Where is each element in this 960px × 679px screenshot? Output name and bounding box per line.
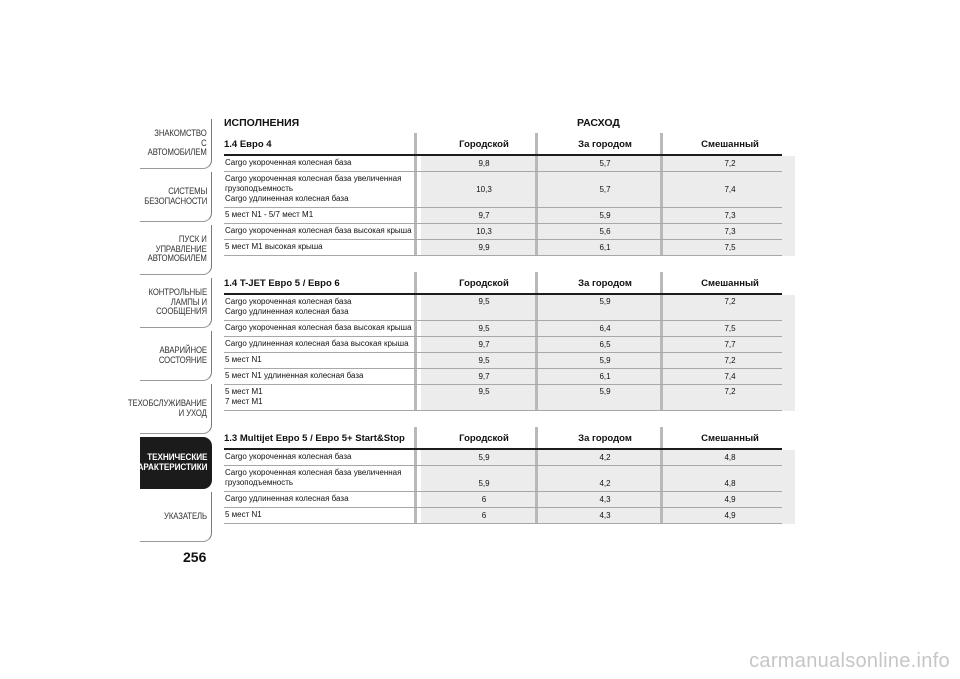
watermark: carmanualsonline.info [749,650,950,672]
chapter-tab-6[interactable] [128,384,212,434]
consumption-value: 9,8 [478,159,490,168]
column-header: За городом [578,139,632,150]
consumption-value: 7,2 [724,356,736,365]
column-header: Городской [459,278,509,289]
consumption-value: 9,7 [478,340,490,349]
consumption-value: 6,5 [599,340,611,349]
column-header: Городской [459,433,509,444]
table-row [224,385,782,411]
chapter-tab-2[interactable] [140,172,212,222]
chapter-tab-label: КОНТРОЛЬНЫЕ ЛАМПЫ И СООБЩЕНИЯ [148,287,207,317]
consumption-value: 7,5 [724,243,736,252]
version-name: 5 мест N1 [225,355,262,364]
consumption-value: 4,2 [599,479,611,488]
version-name: Cargo укороченная колесная база [225,452,352,461]
consumption-value: 7,5 [724,324,736,333]
column-header: Смешанный [701,433,759,444]
consumption-value: 9,5 [478,356,490,365]
consumption-value: 9,5 [478,387,490,396]
chapter-tab-label: ПУСК И УПРАВЛЕНИЕ АВТОМОБИЛЕМ [147,234,207,264]
chapter-tab-label: ЗНАКОМСТВО С АВТОМОБИЛЕМ [147,128,207,158]
chapter-tab-3[interactable] [140,225,212,275]
table-row [224,208,782,224]
consumption-value: 5,9 [478,453,490,462]
engine-section-3 [224,427,782,524]
consumption-table [224,115,782,540]
engine-section-2 [224,272,782,411]
consumption-value: 4,9 [724,511,736,520]
table-row [224,240,782,256]
table-row [224,172,782,208]
consumption-value: 5,6 [599,227,611,236]
chapter-tab-label: ТЕХНИЧЕСКИЕ ХАРАКТЕРИСТИКИ [131,452,207,473]
version-name: Cargo укороченная колесная база Cargo удлиненная колесная база [225,297,352,316]
version-name: 5 мест M1 высокая крыша [225,242,323,251]
table-row [224,295,782,321]
table-row [224,353,782,369]
version-name: Cargo укороченная колесная база высокая крыша [225,226,412,235]
consumption-value: 6,1 [599,372,611,381]
version-name: Cargo удлиненная колесная база [225,494,349,503]
consumption-value: 6,4 [599,324,611,333]
table-row [224,450,782,466]
consumption-value: 6 [481,495,487,504]
consumption-value: 7,3 [724,211,736,220]
consumption-value: 4,3 [599,511,611,520]
versions-heading: ИСПОЛНЕНИЯ [224,117,300,129]
engine-title: 1.3 Multijet Евро 5 / Евро 5+ Start&Stop [224,433,405,444]
version-name: Cargo укороченная колесная база увеличенная грузоподъемность Cargo удлиненная колесная база [225,174,402,203]
chapter-tab-label: СИСТЕМЫ БЕЗОПАСНОСТИ [143,186,207,206]
version-name: 5 мест M1 7 мест M1 [225,387,263,406]
consumption-value: 5,9 [599,387,611,396]
consumption-value: 7,4 [724,372,736,381]
column-header: За городом [578,433,632,444]
engine-section-1 [224,133,782,256]
consumption-value: 5,9 [599,356,611,365]
table-row [224,508,782,524]
consumption-value: 9,9 [478,243,490,252]
consumption-value: 7,2 [724,387,736,396]
consumption-value: 4,3 [599,495,611,504]
consumption-heading: РАСХОД [577,117,620,129]
column-header: Смешанный [701,278,759,289]
version-name: Cargo укороченная колесная база высокая крыша [225,323,412,332]
consumption-value: 5,9 [478,479,490,488]
version-name: Cargo укороченная колесная база увеличенная грузоподъемность [225,468,402,487]
section-header [224,133,782,156]
table-row [224,224,782,240]
consumption-value: 7,2 [724,159,736,168]
version-name: Cargo укороченная колесная база [225,158,352,167]
chapter-tab-1[interactable] [140,119,212,169]
table-row [224,466,782,492]
consumption-value: 10,3 [476,185,492,194]
column-header: Смешанный [701,139,759,150]
page-number: 256 [183,549,207,565]
table-row [224,492,782,508]
consumption-value: 9,7 [478,372,490,381]
chapter-tabs [128,119,212,545]
version-name: 5 мест N1 - 5/7 мест M1 [225,210,314,219]
consumption-value: 4,9 [724,495,736,504]
consumption-value: 7,7 [724,340,736,349]
consumption-value: 7,3 [724,227,736,236]
consumption-value: 9,5 [478,297,490,306]
chapter-tab-7[interactable] [131,437,212,489]
consumption-value: 5,9 [599,211,611,220]
chapter-tab-4[interactable] [140,278,212,328]
section-header [224,427,782,450]
table-row [224,321,782,337]
consumption-value: 10,3 [476,227,492,236]
column-header: За городом [578,278,632,289]
section-header [224,272,782,295]
consumption-value: 4,8 [724,453,736,462]
version-name: 5 мест N1 [225,510,262,519]
table-row [224,369,782,385]
column-header: Городской [459,139,509,150]
consumption-value: 5,7 [599,185,611,194]
table-row [224,337,782,353]
engine-title: 1.4 T-JET Евро 5 / Евро 6 [224,278,340,289]
consumption-value: 7,4 [724,185,736,194]
chapter-tab-label: ТЕХОБСЛУЖИВАНИЕ И УХОД [128,398,207,418]
consumption-value: 9,7 [478,211,490,220]
sections [224,133,782,524]
consumption-value: 5,7 [599,159,611,168]
consumption-value: 5,9 [599,297,611,306]
consumption-value: 6,1 [599,243,611,252]
chapter-tab-5[interactable] [140,331,212,381]
table-row [224,156,782,172]
consumption-value: 4,8 [724,479,736,488]
version-name: Cargo удлиненная колесная база высокая крыша [225,339,409,348]
chapter-tab-label: УКАЗАТЕЛЬ [163,510,207,521]
table-header [224,115,782,133]
consumption-value: 7,2 [724,297,736,306]
version-name: 5 мест N1 удлиненная колесная база [225,371,364,380]
chapter-tab-8[interactable] [140,492,212,542]
chapter-tab-label: АВАРИЙНОЕ СОСТОЯНИЕ [158,345,207,365]
consumption-value: 4,2 [599,453,611,462]
consumption-value: 6 [481,511,487,520]
engine-title: 1.4 Евро 4 [224,139,272,150]
consumption-value: 9,5 [478,324,490,333]
